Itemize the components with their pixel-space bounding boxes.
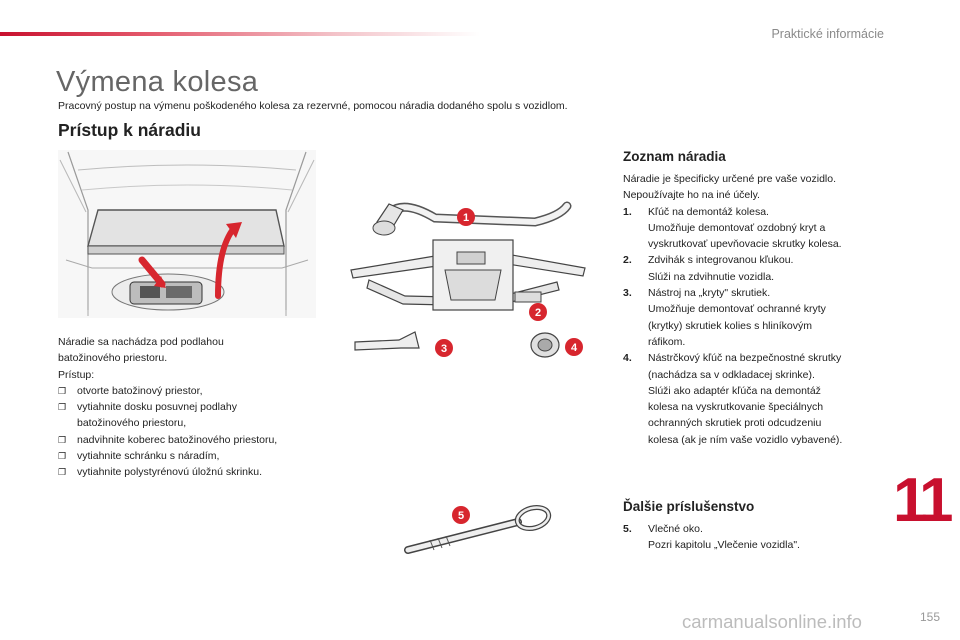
item-text: Pozri kapitolu „Vlečenie vozidla".: [648, 539, 800, 552]
item-text: kolesa (ak je ním vaše vozidlo vybavené).: [648, 433, 843, 446]
list-item: [623, 204, 888, 253]
list-item: [58, 432, 348, 448]
item-text: ráfikom.: [648, 335, 686, 348]
item-text: Nástroj na „kryty" skrutiek.: [648, 287, 771, 300]
tools-intro-2: Nepoužívajte ho na iné účely.: [623, 189, 760, 202]
bullet-text: vytiahnite dosku posuvnej podlahy: [77, 401, 237, 414]
list-item: [58, 448, 348, 464]
callout-4: [564, 337, 584, 357]
item-text: Kľúč na demontáž kolesa.: [648, 205, 769, 218]
checkbox-bullet-icon: ❐: [58, 451, 67, 462]
checkbox-bullet-icon: ❐: [58, 402, 67, 413]
item-text: ochranných skrutiek proti odcudzeniu: [648, 417, 822, 430]
page-title: Výmena kolesa: [56, 66, 259, 98]
list-item: [58, 399, 348, 432]
callout-3: [434, 338, 454, 358]
page-number: 155: [919, 610, 940, 624]
bullet-text: nadvihnite koberec batožinového priestoru,: [77, 433, 278, 446]
svg-text:4: 4: [570, 342, 578, 354]
callout-2: [528, 302, 548, 322]
list-item: [623, 521, 888, 554]
item-text: Slúži ako adaptér kľúča na demontáž: [648, 384, 821, 397]
tools-list: [623, 171, 888, 448]
list-item: [623, 350, 888, 448]
header-accent-bar: [0, 32, 480, 36]
bullet-text: vytiahnite schránku s náradím,: [77, 450, 220, 463]
item-text: vyskrutkovať upevňovacie skrutky kolesa.: [648, 238, 842, 251]
access-para-3: Prístup:: [58, 368, 95, 381]
chapter-number: 11: [893, 466, 949, 535]
item-text: Nástrčkový kľúč na bezpečnostné skrutky: [648, 352, 842, 365]
accessories-heading: Ďalšie príslušenstvo: [623, 499, 755, 514]
access-para-1: Náradie sa nachádza pod podlahou: [58, 336, 224, 348]
section-header: Praktické informácie: [771, 27, 884, 41]
list-item: [623, 252, 888, 285]
item-number: 5.: [623, 523, 632, 535]
access-instructions: [58, 334, 348, 481]
tools-intro-1: Náradie je špecificky určené pre vaše vozidlo.: [623, 173, 837, 185]
item-number: 3.: [623, 287, 632, 300]
access-heading: Prístup k náradiu: [58, 120, 201, 140]
item-text: (krytky) skrutiek kolies s hliníkovým: [648, 319, 812, 332]
svg-text:5: 5: [457, 510, 465, 522]
item-text: (nachádza sa v odkladacej skrinke).: [648, 368, 815, 381]
svg-text:2: 2: [534, 307, 542, 319]
intro-text: Pracovný postup na výmenu poškodeného kolesa za rezervné, pomocou náradia dodaného spolu s vozidlom.: [58, 100, 568, 112]
bullet-text: vytiahnite polystyrénovú úložnú skrinku.: [77, 466, 263, 479]
list-item: [623, 285, 888, 350]
svg-text:3: 3: [440, 343, 448, 355]
bullet-text: batožinového priestoru,: [77, 417, 187, 430]
item-text: Vlečné oko.: [648, 523, 703, 535]
callout-1: [456, 207, 476, 227]
list-item: [58, 464, 348, 480]
item-text: Umožňuje demontovať ozdobný kryt a: [648, 221, 826, 234]
item-number: 4.: [623, 352, 632, 365]
checkbox-bullet-icon: ❐: [58, 434, 67, 445]
tools-heading: Zoznam náradia: [623, 149, 726, 164]
item-text: Umožňuje demontovať ochranné kryty: [648, 303, 826, 316]
accessories-list: [623, 521, 888, 554]
callout-5: [451, 505, 471, 525]
list-item: [58, 383, 348, 399]
item-text: Slúži na zdvihnutie vozidla.: [648, 270, 775, 283]
checkbox-bullet-icon: ❐: [58, 385, 67, 396]
svg-text:1: 1: [462, 212, 470, 224]
checkbox-bullet-icon: ❐: [58, 467, 67, 478]
bullet-text: otvorte batožinový priestor,: [77, 384, 203, 397]
item-text: kolesa na vyskrutkovanie špeciálnych: [648, 401, 824, 414]
trunk-illustration: [58, 150, 316, 318]
item-number: 2.: [623, 254, 632, 267]
access-para-2: batožinového priestoru.: [58, 352, 168, 365]
item-number: 1.: [623, 205, 632, 218]
tow-eye-illustration: [400, 500, 560, 560]
watermark: carmanualsonline.info: [682, 611, 862, 632]
item-text: Zdvihák s integrovanou kľukou.: [648, 254, 794, 267]
